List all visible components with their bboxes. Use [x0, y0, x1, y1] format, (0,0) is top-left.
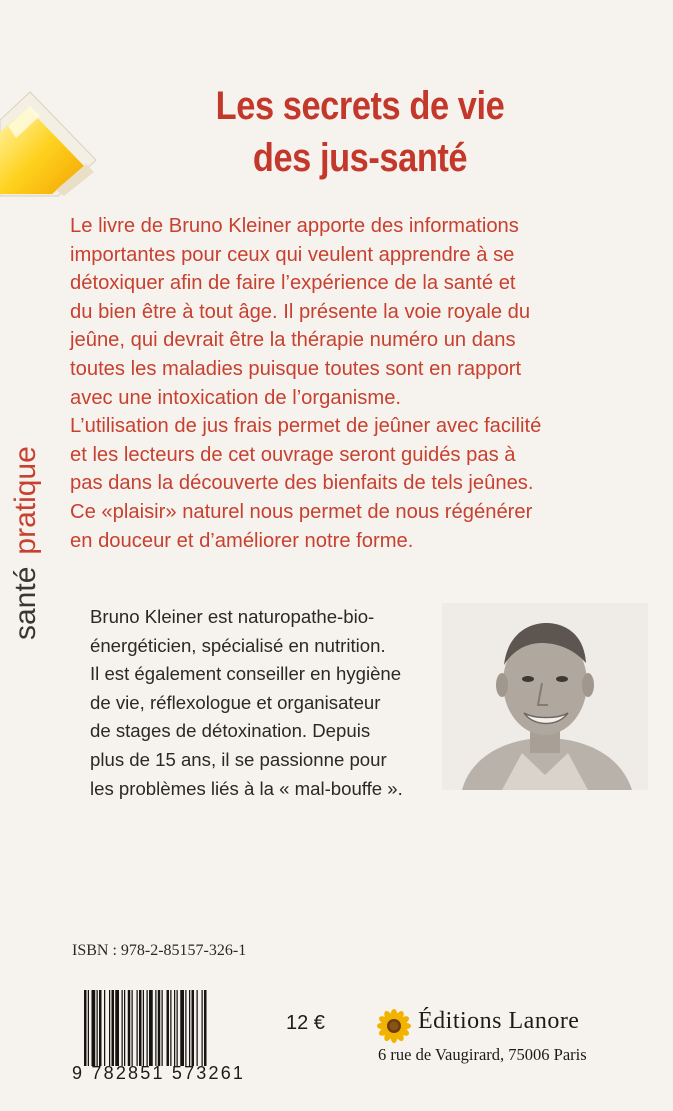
publisher-name: Éditions Lanore — [418, 1008, 580, 1034]
collection-word-sante: santé — [9, 566, 42, 640]
publisher-address: 6 rue de Vaugirard, 75006 Paris — [378, 1045, 587, 1064]
author-bio — [90, 603, 450, 803]
juice-glass-illustration — [0, 80, 110, 200]
title-line-2: des jus-santé — [252, 136, 468, 180]
barcode-bar — [185, 990, 186, 1066]
barcode-bar — [137, 990, 138, 1066]
barcode-bar — [99, 990, 102, 1066]
author-photo — [442, 603, 648, 790]
bio-line: de vie, réflexologue et organisateur — [90, 691, 381, 713]
barcode-bar — [92, 990, 96, 1066]
barcode-bar — [115, 990, 119, 1066]
author-portrait-image — [442, 603, 648, 790]
collection-word-pratique: pratique — [9, 446, 42, 555]
description-line: en douceur et d’améliorer notre forme. — [70, 529, 414, 552]
description-line: avec une intoxication de l’organisme. — [70, 386, 402, 409]
barcode-bar — [132, 990, 133, 1066]
barcode-bar — [143, 990, 144, 1066]
barcode-bar — [122, 990, 123, 1066]
barcode-bar — [84, 990, 87, 1066]
barcode-bar — [104, 990, 105, 1066]
barcode-bar — [112, 990, 115, 1066]
bio-line: énergéticien, spécialisé en nutrition. — [90, 634, 386, 656]
book-title — [136, 80, 583, 184]
description-line: importantes pour ceux qui veulent apprendre à se — [70, 243, 515, 266]
description-line: détoxiquer afin de faire l’expérience de la santé et — [70, 272, 516, 295]
barcode-bar — [197, 990, 198, 1066]
description-line: et les lecteurs de cet ouvrage seront guidés pas à — [70, 443, 516, 466]
barcode-bar — [149, 990, 153, 1066]
bio-line: Il est également conseiller en hygiène — [90, 663, 402, 685]
bio-line: les problèmes liés à la « mal-bouffe ». — [90, 777, 403, 799]
barcode-bar — [204, 990, 207, 1066]
barcode-bar — [174, 990, 175, 1066]
description-line: toutes les maladies puisque toutes sont en rapport — [70, 357, 522, 380]
barcode-bar — [167, 990, 170, 1066]
bio-line: plus de 15 ans, il se passionne pour — [90, 748, 387, 770]
barcode-bar — [124, 990, 125, 1066]
price: 12 € — [286, 1012, 325, 1034]
barcode-bar — [177, 990, 178, 1066]
description-line: Le livre de Bruno Kleiner apporte des informations — [70, 215, 519, 237]
barcode-bar — [88, 990, 89, 1066]
barcode-bar — [139, 990, 142, 1066]
barcode-bar — [155, 990, 156, 1066]
description-line: du bien être à tout âge. Il présente la voie royale du — [70, 300, 531, 323]
sunflower-logo-icon — [377, 1009, 411, 1043]
barcode-bar — [162, 990, 163, 1066]
barcode-bar — [170, 990, 171, 1066]
barcode-bar — [180, 990, 184, 1066]
description-line: L’utilisation de jus frais permet de jeûner avec facilité — [70, 415, 542, 438]
book-description — [70, 212, 630, 555]
barcode-digits: 9 782851 573261 — [72, 1063, 246, 1083]
barcode-bar — [128, 990, 131, 1066]
barcode-bar — [189, 990, 190, 1066]
description-line: jeûne, qui devrait être la thérapie numéro un dans — [70, 329, 516, 352]
bio-line: de stages de détoxination. Depuis — [90, 720, 371, 742]
description-line: Ce «plaisir» naturel nous permet de nous régénérer — [70, 500, 533, 523]
barcode — [82, 990, 272, 1066]
title-line-1: Les secrets de vie — [215, 84, 505, 128]
bio-line: Bruno Kleiner est naturopathe-bio- — [90, 606, 375, 627]
barcode-bar — [202, 990, 203, 1066]
barcode-bar — [192, 990, 195, 1066]
barcode-bar — [158, 990, 161, 1066]
barcode-bar — [97, 990, 98, 1066]
description-line: pas dans la découverte des bienfaits de tels jeûnes. — [70, 472, 534, 495]
barcode-bar — [147, 990, 148, 1066]
isbn-number: ISBN : 978-2-85157-326-1 — [72, 942, 247, 959]
barcode-bar — [109, 990, 110, 1066]
